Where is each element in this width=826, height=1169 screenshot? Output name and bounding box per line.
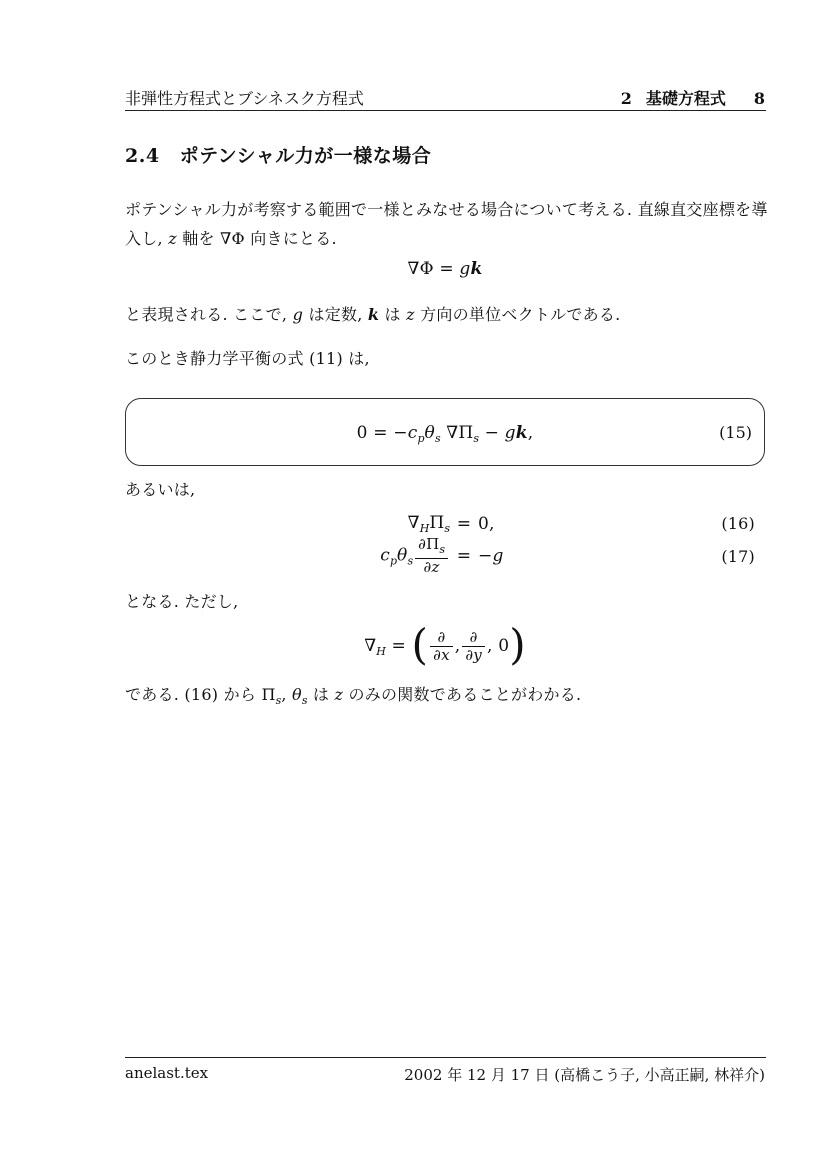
- footer-rule: [125, 1057, 766, 1058]
- equation-17-number: (17): [721, 547, 755, 566]
- var-z: z: [334, 685, 344, 704]
- text-run: 方向の単位ベクトルである.: [414, 305, 621, 324]
- zero-component: , 0: [486, 636, 510, 656]
- equation-16-rhs: 0,: [478, 514, 495, 534]
- var-c: c: [407, 423, 418, 443]
- fraction-d-dy: [462, 629, 485, 664]
- fraction-numerator: ∂: [437, 628, 446, 646]
- paragraph-5: となる. ただし,: [125, 592, 239, 611]
- var-theta: θ: [397, 545, 408, 566]
- text-run: は定数,: [303, 305, 368, 324]
- equation-16-row: [125, 512, 765, 536]
- partial-symbol: ∂: [418, 535, 427, 553]
- section-heading: [125, 141, 431, 168]
- paragraph-4: あるいは,: [125, 480, 196, 499]
- fraction-dpi-dz: [415, 536, 448, 576]
- subscript-s: s: [473, 432, 479, 445]
- text-run: と表現される. ここで,: [125, 305, 293, 324]
- nabla-phi-inline: ∇Φ: [220, 229, 245, 248]
- vector-k: k: [515, 423, 528, 443]
- var-theta: θ: [424, 423, 435, 443]
- fraction-numerator: ∂: [469, 628, 478, 646]
- header-chapter-number: 2: [620, 89, 632, 108]
- subscript-s: s: [439, 543, 445, 556]
- fraction-denominator: ∂x: [433, 646, 450, 664]
- footer-filename: anelast.tex: [125, 1064, 209, 1082]
- vector-k: k: [367, 305, 380, 324]
- text-run: ,: [281, 685, 292, 704]
- paragraph-1-line-2: [125, 226, 337, 249]
- equation-16-lhs: [125, 513, 450, 535]
- var-z: z: [168, 229, 177, 248]
- fraction-d-dx: [430, 629, 453, 664]
- equation-15-box: [125, 398, 765, 466]
- subscript-s: s: [275, 694, 282, 707]
- minus-sign: −: [478, 546, 493, 566]
- paragraph-2: [125, 302, 621, 325]
- paragraph-1-line-1: ポテンシャル力が考察する範囲で一様とみなせる場合について考える. 直線直交座標を導: [125, 200, 768, 219]
- subscript-p: p: [389, 554, 397, 568]
- subscript-s: s: [444, 522, 450, 535]
- equation-nabla-phi: [125, 259, 765, 279]
- equation-16-number: (16): [721, 514, 755, 533]
- header-doc-title: 非弾性方程式とブシネスク方程式: [125, 89, 364, 108]
- nabla-pi: ∇Π: [440, 423, 474, 443]
- equation-17-relation: =: [456, 546, 472, 566]
- section-title: ポテンシャル力が一様な場合: [179, 145, 432, 167]
- var-theta: θ: [291, 685, 302, 704]
- equation-17-lhs: [125, 536, 450, 576]
- fraction-numerator: [415, 536, 448, 558]
- pi-symbol: Π: [426, 535, 440, 553]
- subscript-s: s: [434, 432, 441, 445]
- header-right: [621, 86, 765, 109]
- header-page-number: 8: [753, 89, 765, 108]
- paragraph-6: [125, 682, 581, 707]
- subscript-s: s: [407, 554, 414, 568]
- pi-symbol: Π: [261, 685, 276, 704]
- equation-17-row: [125, 534, 765, 578]
- var-c: c: [380, 545, 390, 566]
- text-run: 向きにとる.: [244, 229, 337, 248]
- subscript-H: H: [419, 522, 430, 535]
- subscript-p: p: [417, 432, 425, 445]
- text-run: のみの関数であることがわかる.: [343, 685, 582, 704]
- var-g: g: [492, 546, 504, 566]
- equation-15: [126, 423, 764, 445]
- text-run: は: [307, 685, 335, 704]
- var-g: g: [292, 305, 304, 324]
- footer-date-authors: 2002 年 12 月 17 日 (高橋こう子, 小高正嗣, 林祥介): [404, 1066, 765, 1084]
- math-run: 0 = −: [356, 423, 408, 443]
- minus-sign: −: [479, 423, 505, 443]
- equation-16-relation: =: [456, 514, 472, 534]
- text-run: である. (16) から: [125, 685, 262, 704]
- var-z: z: [406, 305, 415, 324]
- big-paren-left: (: [411, 619, 429, 669]
- subscript-H: H: [376, 645, 386, 658]
- fraction-denominator: ∂z: [423, 558, 440, 576]
- equals-sign: =: [385, 636, 412, 656]
- nabla-phi-lhs: ∇Φ: [407, 259, 434, 279]
- text-run: 軸を: [176, 229, 221, 248]
- var-g: g: [504, 423, 516, 443]
- fraction-denominator: ∂y: [465, 646, 482, 664]
- big-paren-right: ): [509, 619, 526, 669]
- section-number: 2.4: [125, 145, 160, 167]
- text-run: は: [379, 305, 407, 324]
- equals-sign: =: [433, 259, 460, 279]
- pi-symbol: Π: [429, 513, 445, 533]
- equation-nabla-h: [125, 619, 765, 670]
- var-g: g: [459, 259, 471, 279]
- comma: ,: [527, 423, 534, 443]
- subscript-s: s: [301, 694, 308, 707]
- paragraph-3: このとき静力学平衡の式 (11) は,: [125, 349, 370, 368]
- text-run: 入し,: [125, 229, 169, 248]
- vector-k: k: [470, 259, 483, 279]
- nabla-symbol: ∇: [407, 513, 420, 533]
- equation-15-number: (15): [719, 423, 752, 442]
- nabla-symbol: ∇: [364, 636, 377, 656]
- header-chapter-title: 基礎方程式: [645, 89, 726, 108]
- comma: ,: [454, 636, 461, 656]
- header-rule: [125, 110, 766, 111]
